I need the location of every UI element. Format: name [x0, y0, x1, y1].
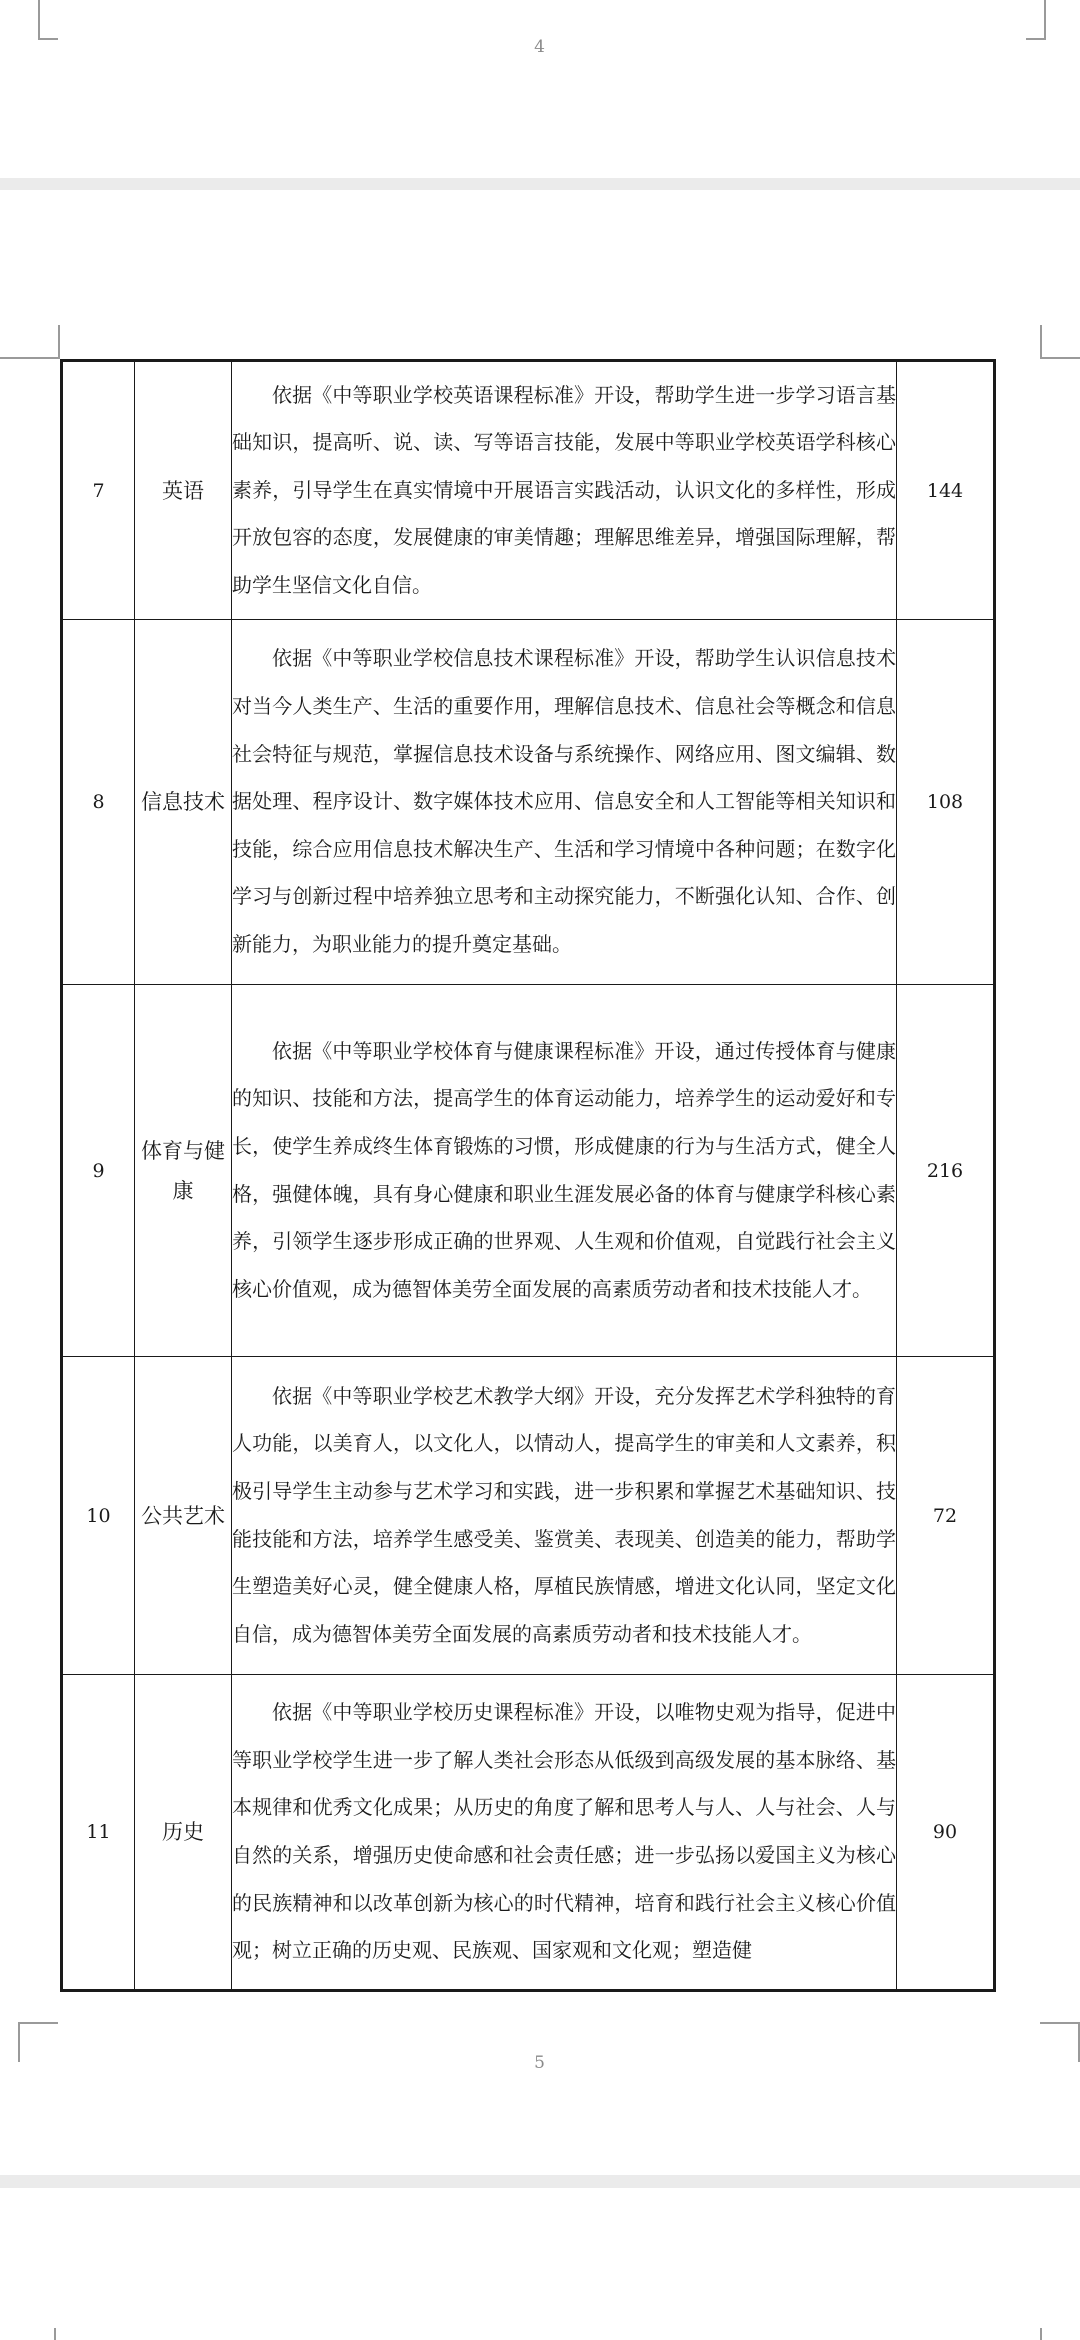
curriculum-table	[60, 359, 996, 1992]
course-description: 依据《中等职业学校艺术教学大纲》开设，充分发挥艺术学科独特的育人功能，以美育人，以文化人，以情动人，提高学生的审美和人文素养，积极引导学生主动参与艺术学习和实践，进一步积累和掌握艺术基础知识、技能技能和方法，培养学生感受美、鉴赏美、表现美、创造美的能力，帮助学生塑造美好心灵，健全健康人格，厚植民族情感，增进文化认同，坚定文化自信，成为德智体美劳全面发展的高素质劳动者和技术技能人才。	[232, 1357, 897, 1675]
course-name: 历史	[135, 1675, 232, 1991]
course-hours: 72	[897, 1357, 995, 1675]
course-name: 信息技术	[135, 620, 232, 985]
crop-mark-upper-left	[0, 325, 60, 359]
course-hours: 216	[897, 985, 995, 1357]
course-description: 依据《中等职业学校体育与健康课程标准》开设，通过传授体育与健康的知识、技能和方法，提高学生的体育运动能力，培养学生的运动爱好和专长，使学生养成终生体育锻炼的习惯，形成健康的行为与生活方式，健全人格，强健体魄，具有身心健康和职业生涯发展必备的体育与健康学科核心素养，引领学生逐步形成正确的世界观、人生观和价值观，自觉践行社会主义核心价值观，成为德智体美劳全面发展的高素质劳动者和技术技能人才。	[232, 985, 897, 1357]
table-row	[62, 1357, 995, 1675]
page-number-bottom: 5	[534, 2053, 546, 2073]
row-number: 11	[62, 1675, 135, 1991]
crop-mark-upper-right	[1040, 325, 1080, 359]
row-number: 8	[62, 620, 135, 985]
course-hours: 108	[897, 620, 995, 985]
table-row	[62, 1675, 995, 1991]
crop-mark-top-right	[1026, 0, 1046, 40]
previous-page	[0, 0, 1080, 178]
course-name: 英语	[135, 361, 232, 620]
course-name: 体育与健康	[135, 985, 232, 1357]
row-number: 7	[62, 361, 135, 620]
course-hours: 90	[897, 1675, 995, 1991]
course-description: 依据《中等职业学校历史课程标准》开设，以唯物史观为指导，促进中等职业学校学生进一步了解人类社会形态从低级到高级发展的基本脉络、基本规律和优秀文化成果；从历史的角度了解和思考人与人、人与社会、人与自然的关系，增强历史使命感和社会责任感；进一步弘扬以爱国主义为核心的民族精神和以改革创新为核心的时代精神，培育和践行社会主义核心价值观；树立正确的历史观、民族观、国家观和文化观；塑造健	[232, 1675, 897, 1991]
crop-mark-top-left	[38, 0, 58, 40]
page-number-top: 4	[534, 37, 546, 57]
course-name: 公共艺术	[135, 1357, 232, 1675]
crop-mark-next-left	[54, 2328, 58, 2340]
row-number: 9	[62, 985, 135, 1357]
table-row	[62, 985, 995, 1357]
course-description: 依据《中等职业学校英语课程标准》开设，帮助学生进一步学习语言基础知识，提高听、说、读、写等语言技能，发展中等职业学校英语学科核心素养，引导学生在真实情境中开展语言实践活动，认识文化的多样性，形成开放包容的态度，发展健康的审美情趣；理解思维差异，增强国际理解，帮助学生坚信文化自信。	[232, 361, 897, 620]
next-page	[0, 2188, 1080, 2340]
table-row	[62, 361, 995, 620]
crop-mark-next-right	[1040, 2328, 1044, 2340]
course-hours: 144	[897, 361, 995, 620]
row-number: 10	[62, 1357, 135, 1675]
current-page	[0, 190, 1080, 2175]
course-description: 依据《中等职业学校信息技术课程标准》开设，帮助学生认识信息技术对当今人类生产、生活的重要作用，理解信息技术、信息社会等概念和信息社会特征与规范，掌握信息技术设备与系统操作、网络应用、图文编辑、数据处理、程序设计、数字媒体技术应用、信息安全和人工智能等相关知识和技能，综合应用信息技术解决生产、生活和学习情境中各种问题；在数字化学习与创新过程中培养独立思考和主动探究能力，不断强化认知、合作、创新能力，为职业能力的提升奠定基础。	[232, 620, 897, 985]
table-row	[62, 620, 995, 985]
